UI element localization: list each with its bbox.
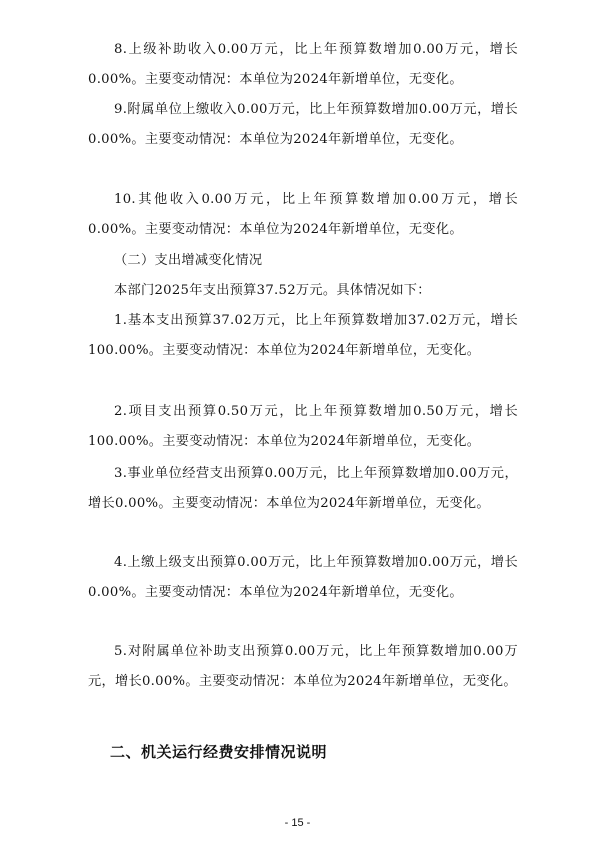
paragraph-remittance-expenditure: 4.上缴上级支出预算0.00万元，比上年预算数增加0.00万元，增长0.00%。主要变动情况：本单位为2024年新增单位，无变化。 [88,555,518,600]
paragraph-superior-subsidy-income: 8.上级补助收入0.00万元，比上年预算数增加0.00万元，增长0.00%。主要变动情况：本单位为2024年新增单位，无变化。 [88,42,518,87]
subheading-expenditure-changes: （二）支出增减变化情况 [114,253,263,268]
paragraph-project-expenditure: 2.项目支出预算0.50万元，比上年预算数增加0.50万元，增长100.00%。主要变动情况：本单位为2024年新增单位，无变化。 [88,404,518,449]
paragraph-affiliated-subsidy-expenditure: 5.对附属单位补助支出预算0.00万元，比上年预算数增加0.00万元，增长0.00%。主要变动情况：本单位为2024年新增单位，无变化。 [88,644,518,689]
section-heading: 二、机关运行经费安排情况说明 [110,743,328,761]
page-number: - 15 - [284,817,311,829]
paragraph-affiliated-unit-income: 9.附属单位上缴收入0.00万元，比上年预算数增加0.00万元，增长0.00%。主要变动情况：本单位为2024年新增单位，无变化。 [88,102,518,147]
paragraph-basic-expenditure: 1.基本支出预算37.02万元，比上年预算数增加37.02万元，增长100.00%。主要变动情况：本单位为2024年新增单位，无变化。 [88,313,518,358]
paragraph-expenditure-summary: 本部门2025年支出预算37.52万元。具体情况如下： [114,283,431,298]
paragraph-business-expenditure: 3.事业单位经营支出预算0.00万元，比上年预算数增加0.00万元，增长0.00%。主要变动情况：本单位为2024年新增单位，无变化。 [88,466,518,511]
paragraph-other-income: 10.其他收入0.00万元，比上年预算数增加0.00万元，增长0.00%。主要变动情况：本单位为2024年新增单位，无变化。 [88,192,518,237]
